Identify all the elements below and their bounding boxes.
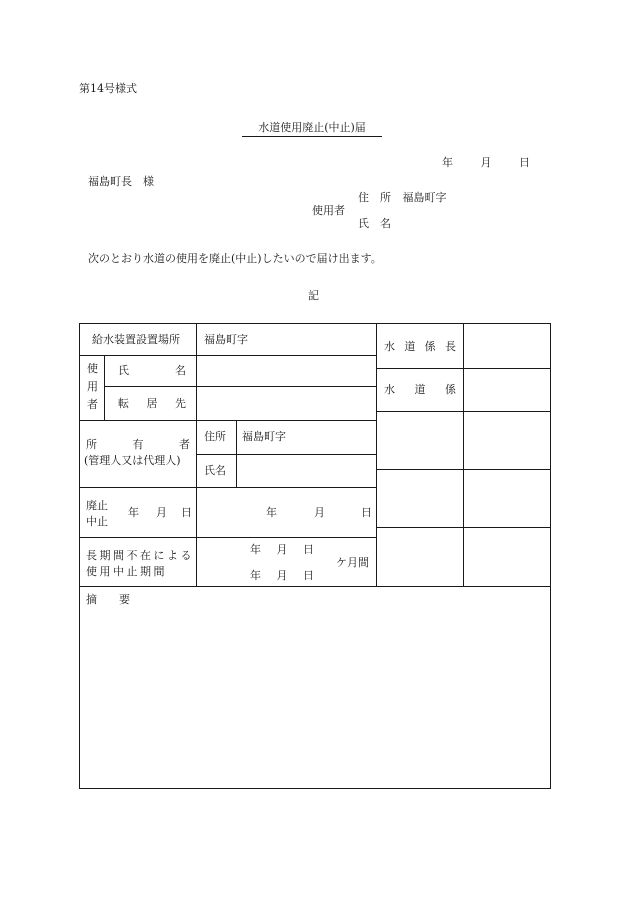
applicant-name-label: 氏 名 <box>358 217 391 230</box>
user-name-label-char: 名 <box>175 364 186 377</box>
column-divider <box>196 324 197 586</box>
location-label: 給水装置設置場所 <box>92 333 180 346</box>
row-divider <box>196 454 376 455</box>
form-table <box>79 323 551 789</box>
abolish-date-year: 年 <box>128 506 139 519</box>
date-day: 日 <box>519 156 530 169</box>
owner-address-label: 住所 <box>204 430 226 443</box>
forwarding-address-label <box>118 398 186 409</box>
abolish-date-day-main: 日 <box>361 506 372 519</box>
applicant-address <box>358 192 447 203</box>
date-month: 月 <box>480 156 492 169</box>
owner-name-label: 氏名 <box>204 464 226 477</box>
user-label-char: 用 <box>87 380 98 393</box>
row-divider <box>80 537 376 538</box>
forwarding-label-char: 居 <box>146 397 158 410</box>
addressee: 福島町長 様 <box>88 175 154 188</box>
owner-label-sub: (管理人又は代理人) <box>84 454 181 467</box>
applicant-address-label: 住 所 <box>358 191 391 204</box>
owner-address-value: 福島町字 <box>242 430 286 443</box>
statement-text: 次のとおり水道の使用を廃止(中止)したいので届け出ます。 <box>88 252 382 265</box>
absence-to-date <box>250 570 314 581</box>
column-divider <box>376 324 377 586</box>
absence-to-month: 月 <box>276 569 288 582</box>
location-value: 福島町字 <box>204 333 248 346</box>
abolish-date-day: 日 <box>181 506 192 519</box>
applicant-address-value: 福島町字 <box>402 191 447 204</box>
date-year: 年 <box>442 156 453 169</box>
column-divider <box>463 324 464 586</box>
ki-heading: 記 <box>308 289 319 302</box>
absence-from-month: 月 <box>276 543 288 556</box>
absence-to-day: 日 <box>303 569 314 582</box>
absence-label-line2: 使用中止期間 <box>86 565 167 578</box>
user-label-char: 使 <box>87 362 98 375</box>
user-name-label <box>118 365 186 376</box>
water-chief-char: 水 <box>384 340 395 353</box>
user-label-char: 者 <box>87 398 98 411</box>
column-divider <box>236 420 237 487</box>
abolish-date-year-main: 年 <box>266 506 277 519</box>
applicant-label: 使用者 <box>312 204 345 217</box>
absence-from-date <box>250 544 314 555</box>
forwarding-label-char: 転 <box>118 397 129 410</box>
owner-label <box>86 439 190 450</box>
owner-label-char: 所 <box>86 438 97 451</box>
row-divider <box>80 420 376 421</box>
column-divider <box>104 355 105 420</box>
water-staff-label <box>384 384 456 395</box>
forwarding-label-char: 先 <box>175 397 186 410</box>
water-chief-char: 道 <box>404 340 416 353</box>
absence-label-line1: 長期間不在による <box>86 549 194 562</box>
owner-label-char: 有 <box>132 438 144 451</box>
absence-from-day: 日 <box>303 543 314 556</box>
water-chief-label <box>384 341 456 352</box>
owner-label-char: 者 <box>179 438 190 451</box>
absence-to-year: 年 <box>250 569 261 582</box>
row-divider <box>80 355 376 356</box>
row-divider <box>104 386 376 387</box>
submission-date <box>442 157 530 168</box>
absence-months-label: ケ月間 <box>336 556 369 569</box>
absence-from-year: 年 <box>250 543 261 556</box>
suspend-label: 中止 <box>86 515 108 528</box>
remarks-label: 摘 要 <box>86 593 130 606</box>
row-divider <box>80 487 376 488</box>
form-number: 第14号様式 <box>79 82 137 95</box>
user-name-label-char: 氏 <box>118 364 129 377</box>
water-chief-char: 長 <box>444 340 456 353</box>
row-divider <box>80 586 550 587</box>
water-staff-char: 水 <box>384 383 395 396</box>
abolish-date-month-main: 月 <box>314 506 325 519</box>
abolish-label: 廃止 <box>86 499 108 512</box>
water-staff-char: 道 <box>414 383 426 396</box>
water-chief-char: 係 <box>424 340 436 353</box>
document-title: 水道使用廃止(中止)届 <box>242 122 382 137</box>
water-staff-char: 係 <box>445 383 456 396</box>
abolish-date-month: 月 <box>156 506 167 519</box>
